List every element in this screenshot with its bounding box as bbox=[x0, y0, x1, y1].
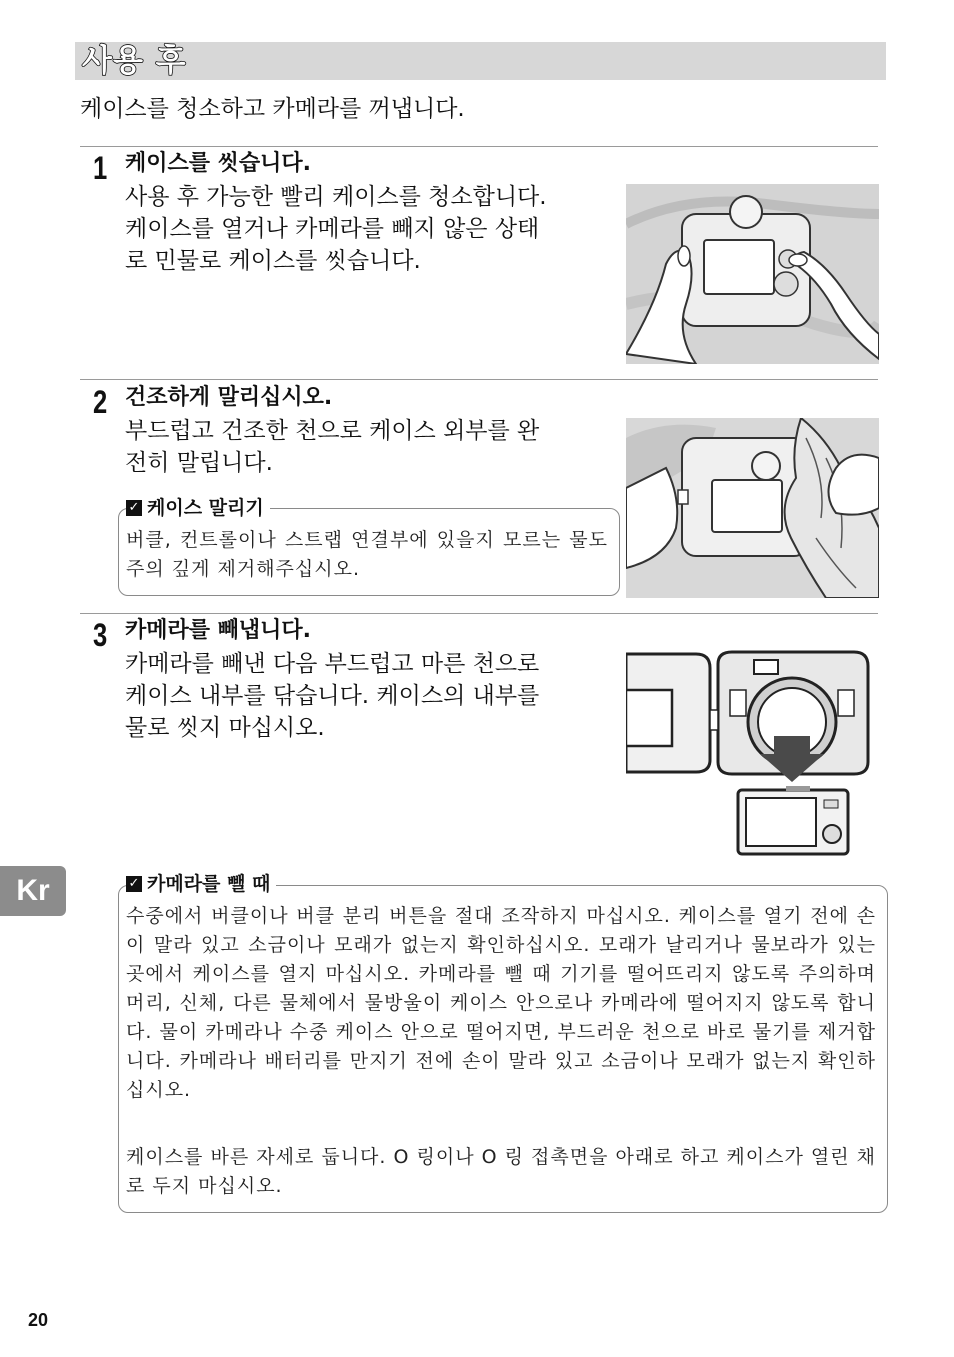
step-3-title: 카메라를 빼냅니다. bbox=[125, 618, 312, 643]
note-drying-title: 케이스 말리기 bbox=[147, 497, 264, 519]
checkmark-icon: ✓ bbox=[126, 876, 142, 892]
note-removing-para1: 수중에서 버클이나 버클 분리 버튼을 절대 조작하지 마십시오. 케이스를 열기 전에 손이 말라 있고 소금이나 모래가 없는지 확인하십시오. 모래가 날리거나 물보라가 있는 곳에서 케이스를 열지 마십시오. 카메라를 뺄 때 기기를 떨어뜨리지 않도록 주의하며 머리, 신체, 다른 물체에서 물방울이 케이스 안으로나 카메라에 떨어지지 않도록 합니다. 물이 카메라나 수중 케이스 안으로 떨어지면, 부드러운 천으로 바로 물기를 제거합니다. 카메라나 배터리를 만지기 전에 손이 말라 있고 소금이나 모래가 없는지 확인하십시오. bbox=[126, 905, 876, 1101]
divider bbox=[80, 379, 878, 380]
step-3-body bbox=[125, 648, 539, 744]
step-1-number: 1 bbox=[93, 150, 108, 186]
dry-case-illustration bbox=[626, 418, 879, 598]
divider bbox=[80, 146, 878, 147]
step-3-line: 카메라를 빼낸 다음 부드럽고 마른 천으로 bbox=[125, 651, 540, 677]
step-1-title: 케이스를 씻습니다. bbox=[125, 151, 312, 176]
section-intro: 케이스를 청소하고 카메라를 꺼냅니다. bbox=[80, 96, 465, 122]
step-1-line: 로 민물로 케이스를 씻습니다. bbox=[125, 248, 421, 274]
divider bbox=[80, 613, 878, 614]
note-removing-title: 카메라를 뺄 때 bbox=[147, 873, 271, 895]
step-3-line: 케이스 내부를 닦습니다. 케이스의 내부를 bbox=[125, 683, 540, 709]
note-drying-header bbox=[126, 496, 270, 520]
step-1-body bbox=[125, 181, 547, 277]
step-2-number: 2 bbox=[93, 384, 108, 420]
remove-camera-illustration bbox=[626, 650, 879, 860]
note-drying-text: 버클, 컨트롤이나 스트랩 연결부에 있을지 모르는 물도 주의 깊게 제거해주십시오. bbox=[126, 529, 608, 580]
page-number: 20 bbox=[28, 1310, 49, 1330]
step-2-body bbox=[125, 415, 539, 479]
language-tab: Kr bbox=[0, 866, 66, 916]
rinse-case-illustration bbox=[626, 184, 879, 364]
step-2-line: 부드럽고 건조한 천으로 케이스 외부를 완 bbox=[125, 418, 540, 444]
step-1-line: 사용 후 가능한 빨리 케이스를 청소합니다. bbox=[125, 184, 547, 210]
note-removing-header bbox=[126, 872, 276, 896]
step-3-number: 3 bbox=[93, 617, 108, 653]
step-3-line: 물로 씻지 마십시오. bbox=[125, 715, 325, 741]
step-1-line: 케이스를 열거나 카메라를 빼지 않은 상태 bbox=[125, 216, 540, 242]
step-2-line: 전히 말립니다. bbox=[125, 450, 273, 476]
step-2-title: 건조하게 말리십시오. bbox=[125, 385, 333, 410]
section-title-bar bbox=[75, 42, 886, 80]
section-title: 사용 후 bbox=[82, 43, 187, 79]
note-removing-para2: 케이스를 바른 자세로 둡니다. O 링이나 O 링 접촉면을 아래로 하고 케이스가 열린 채로 두지 마십시오. bbox=[126, 1146, 876, 1197]
checkmark-icon: ✓ bbox=[126, 500, 142, 516]
